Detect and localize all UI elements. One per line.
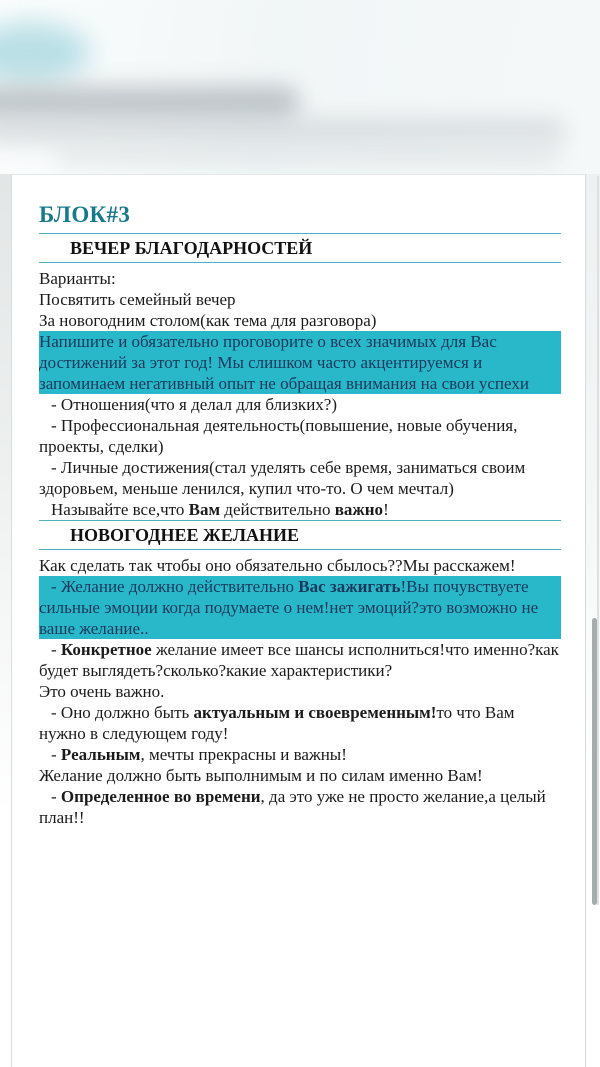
text-segment: - Профессиональная деятельность(повышение, новые обучения, проекты, сделки) <box>39 416 518 456</box>
text-segment: Напишите и обязательно проговорите о всех значимых для Вас достижений за этот год! Мы слишком часто акцентируемся и запоминаем негативный опыт не обращая внимания на свои успехи <box>39 332 529 393</box>
text-segment: - Оно должно быть <box>51 703 194 722</box>
paragraph <box>39 765 561 786</box>
paragraph <box>39 744 561 765</box>
paragraph <box>39 786 561 828</box>
paragraph <box>39 310 561 331</box>
text-segment: действительно <box>220 500 335 519</box>
text-segment: - <box>51 640 61 659</box>
section-divider <box>39 262 561 263</box>
text-segment: За новогодним столом(как тема для разговора) <box>39 311 377 330</box>
page-gutter-left <box>0 174 11 814</box>
backdrop-gray-band <box>0 118 565 144</box>
text-segment: ! <box>383 500 389 519</box>
text-segment: , мечты прекрасны и важны! <box>140 745 347 764</box>
text-segment: - <box>51 745 61 764</box>
text-segment: Желание должно быть выполнимым и по силам именно Вам! <box>39 766 483 785</box>
section-heading: ВЕЧЕР БЛАГОДАРНОСТЕЙ <box>70 238 313 258</box>
text-segment: то что Вам нужно в следующем году! <box>39 703 515 743</box>
text-segment: , да это уже не просто желание,а целый план!! <box>39 787 546 827</box>
paragraph <box>39 415 561 457</box>
section-divider <box>39 549 561 550</box>
bold-text: Реальным <box>60 745 141 764</box>
paragraph <box>39 681 561 702</box>
blurred-backdrop <box>0 0 600 174</box>
bold-text: Определенное во времени <box>60 787 261 806</box>
section-divider <box>39 520 561 521</box>
paragraph <box>39 394 561 415</box>
bold-text: актуальным и своевременным! <box>193 703 437 722</box>
highlight-paragraph <box>39 576 561 639</box>
text-segment: Посвятить семейный вечер <box>39 290 236 309</box>
text-segment: - Желание должно действительно <box>51 577 299 596</box>
section-divider <box>39 233 561 234</box>
document-page <box>11 174 586 1067</box>
section-heading: НОВОГОДНЕЕ ЖЕЛАНИЕ <box>70 525 299 545</box>
highlight-paragraph <box>39 331 561 394</box>
text-segment: - Личные достижения(стал уделять себе время, заниматься своим здоровьем, меньше ленился, купил что-то. О чем мечтал) <box>39 458 526 498</box>
document-content <box>39 175 561 828</box>
scrollbar-thumb[interactable] <box>592 618 597 905</box>
text-segment: Называйте все,что <box>51 500 189 519</box>
text-segment: Как сделать так чтобы оно обязательно сбылось??Мы расскажем! <box>39 556 516 575</box>
text-segment: Варианты: <box>39 269 116 288</box>
scrollbar-track[interactable] <box>597 176 599 905</box>
doc-title: БЛОК#3 <box>39 202 131 227</box>
bold-text: Конкретное <box>60 640 152 659</box>
text-segment: - Отношения(что я делал для близких?) <box>51 395 337 414</box>
backdrop-cyan-blob <box>0 22 90 84</box>
paragraph <box>39 555 561 576</box>
paragraph <box>39 457 561 499</box>
backdrop-gray-band <box>55 144 560 166</box>
bold-text: Вас зажигать <box>298 577 401 596</box>
text-segment: - <box>51 787 61 806</box>
bold-text: важно <box>334 500 384 519</box>
paragraph <box>39 499 561 520</box>
text-segment: желание имеет все шансы исполниться!что именно?как будет выглядеть?сколько?какие характеристики? <box>39 640 559 680</box>
text-segment: Это очень важно. <box>39 682 165 701</box>
backdrop-gray-band <box>0 86 300 120</box>
paragraph <box>39 639 561 681</box>
paragraph <box>39 702 561 744</box>
paragraph <box>39 268 561 289</box>
text-segment: !Вы почувствуете сильные эмоции когда подумаете о нем!нет эмоций?это возможно не ваше желание.. <box>39 577 539 638</box>
paragraph <box>39 289 561 310</box>
bold-text: Вам <box>188 500 221 519</box>
